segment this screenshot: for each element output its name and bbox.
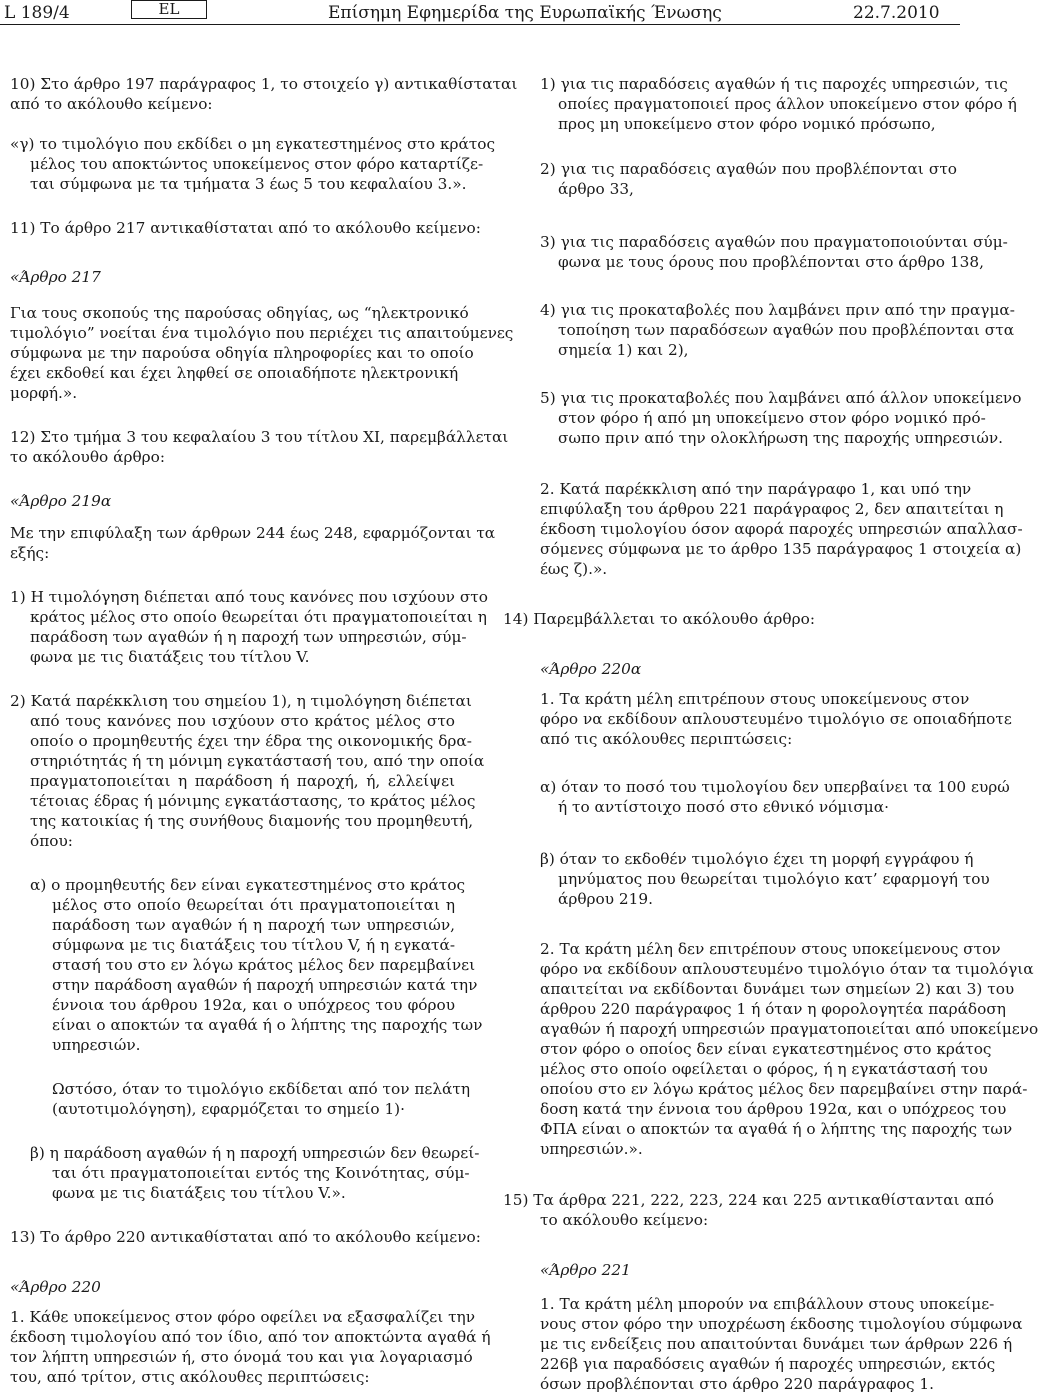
text-line: απαιτείται να εκδίδονται δυνάμει των σημείων 2) και 3) του	[540, 980, 1015, 998]
text-line: έκδοση τιμολογίου όσον αφορά παροχές υπηρεσιών απαλλασ-	[540, 520, 1023, 538]
journal-title: Επίσημη Εφημερίδα της Ευρωπαϊκής Ένωσης	[328, 3, 722, 23]
text-line: στην παράδοση αγαθών ή παροχή υπηρεσιών κατά την	[52, 976, 478, 994]
text-line: στον φόρο ο οποίος δεν είναι εγκατεστημένος στο κράτος	[540, 1040, 992, 1058]
text-line: στηριότητάς ή τη μόνιμη εγκατάστασή του, από την οποία	[30, 752, 485, 770]
text-line: «Άρθρο 220α	[540, 660, 642, 678]
language-code: EL	[158, 0, 180, 18]
text-line: αγαθών ή παροχή υπηρεσιών πραγματοποιείται από υποκείμενο	[540, 1020, 1038, 1038]
text-line: β) η παράδοση αγαθών ή η παροχή υπηρεσιών δεν θεωρεί-	[30, 1144, 480, 1162]
text-line: οποίου στο εν λόγω κράτος μέλος δεν παρεμβαίνει στην παρά-	[540, 1080, 1028, 1098]
text-line: σόμενες σύμφωνα με το άρθρο 135 παράγραφος 1 στοιχεία α)	[540, 540, 1022, 558]
text-line: φόρο να εκδίδουν απλουστευμένο τιμολόγιο σε οποιαδήποτε	[540, 710, 1012, 728]
text-line: με τις ενδείξεις που απαιτούνται δυνάμει των άρθρων 226 ή	[540, 1335, 1013, 1353]
text-line: άρθρου 220 παράγραφος 1 ή όταν η φορολογητέα παράδοση	[540, 1000, 1006, 1018]
text-line: «Άρθρο 221	[540, 1261, 631, 1279]
text-line: 12) Στο τμήμα 3 του κεφαλαίου 3 του τίτλου XI, παρεμβάλλεται	[10, 428, 509, 446]
text-line: φωνα με τις διατάξεις του τίτλου V.».	[52, 1184, 346, 1202]
text-line: α) ο προμηθευτής δεν είναι εγκατεστημένος στο κράτος	[30, 876, 466, 894]
text-line: 4) για τις προκαταβολές που λαμβάνει πριν από την πραγμα-	[540, 301, 1015, 319]
text-line: έκδοση τιμολογίου από τον ίδιο, από τον αποκτώντα αγαθά ή	[10, 1328, 491, 1346]
text-line: του, από τρίτον, στις ακόλουθες περιπτώσεις:	[10, 1368, 370, 1386]
text-line: επιφύλαξη του άρθρου 221 παράγραφος 2, δεν απαιτείται η	[540, 500, 1004, 518]
text-line: ται σύμφωνα με τα τμήματα 3 έως 5 του κεφαλαίου 3.».	[30, 175, 467, 193]
text-line: από τις ακόλουθες περιπτώσεις:	[540, 730, 793, 748]
text-line: υπηρεσιών.».	[540, 1140, 643, 1158]
text-line: οποίες πραγματοποιεί προς άλλον υποκείμενο στον φόρο ή	[558, 95, 1017, 113]
page-number: L 189/4	[4, 3, 70, 23]
text-line: 11) Το άρθρο 217 αντικαθίσταται από το ακόλουθο κείμενο:	[10, 219, 481, 237]
text-line: 13) Το άρθρο 220 αντικαθίσταται από το ακόλουθο κείμενο:	[10, 1228, 481, 1246]
text-line: στασή του στο εν λόγω κράτος μέλος δεν παρεμβαίνει	[52, 956, 476, 974]
text-line: τιμολόγιο” νοείται ένα τιμολόγιο που περιέχει τις απαιτούμενες	[10, 324, 514, 342]
text-line: τέτοιας έδρας ή μόνιμης εγκατάστασης, το κράτος μέλος	[30, 792, 476, 810]
text-line: μορφή.».	[10, 384, 78, 402]
text-line: 3) για τις παραδόσεις αγαθών που πραγματοποιούνται σύμ-	[540, 233, 1008, 251]
text-line: από το ακόλουθο κείμενο:	[10, 95, 213, 113]
text-line: ται ότι πραγματοποιείται εντός της Κοινότητας, σύμ-	[52, 1164, 470, 1182]
text-line: ΦΠΑ είναι ο αποκτών τα αγαθά ή ο λήπτης της παροχής των	[540, 1120, 1013, 1138]
text-line: 2) για τις παραδόσεις αγαθών που προβλέπονται στο	[540, 160, 957, 178]
text-line: φωνα με τις διατάξεις του τίτλου V.	[30, 648, 310, 666]
text-line: Για τους σκοπούς της παρούσας οδηγίας, ως “ηλεκτρονικό	[10, 304, 469, 322]
text-line: άρθρου 219.	[558, 890, 653, 908]
text-line: το ακόλουθο άρθρο:	[10, 448, 166, 466]
text-line: τον λήπτη υπηρεσιών ή, στο όνομά του και για λογαριασμό	[10, 1348, 473, 1366]
text-line: εξής:	[10, 544, 50, 562]
text-line: προς μη υποκείμενο στον φόρο νομικό πρόσωπο,	[558, 115, 936, 133]
text-line: 1) Η τιμολόγηση διέπεται από τους κανόνες που ισχύουν στο	[10, 588, 488, 606]
text-line: σύμφωνα με τις διατάξεις του τίτλου V, ή η εγκατά-	[52, 936, 455, 954]
text-line: 5) για τις προκαταβολές που λαμβάνει από άλλον υποκείμενο	[540, 389, 1022, 407]
text-line: «γ) το τιμολόγιο που εκδίδει ο μη εγκατεστημένος στο κράτος	[10, 135, 496, 153]
text-line: «Άρθρο 220	[10, 1278, 101, 1296]
text-line: «Άρθρο 217	[10, 268, 101, 286]
text-line: μέλος στο οποίο οφείλεται ο φόρος, ή η εγκατάστασή του	[540, 1060, 988, 1078]
text-line: όσων προβλέπονται στο άρθρο 220 παράγραφος 1.	[540, 1375, 934, 1393]
header-rule	[0, 24, 960, 25]
text-line: οποίο ο προμηθευτής έχει την έδρα της οικονομικής δρα-	[30, 732, 472, 750]
text-line: 1. Τα κράτη μέλη μπορούν να επιβάλλουν στους υποκείμε-	[540, 1295, 995, 1313]
text-line: τοποίηση των παραδόσεων αγαθών που προβλέπονται στα	[558, 321, 1015, 339]
text-line: της κατοικίας ή της συνήθους διαμονής του προμηθευτή,	[30, 812, 474, 830]
text-line: (αυτοτιμολόγηση), εφαρμόζεται το σημείο 1)·	[52, 1100, 406, 1118]
text-line: το ακόλουθο κείμενο:	[540, 1211, 709, 1229]
text-line: κράτος μέλος στο οποίο θεωρείται ότι πραγματοποιείται η	[30, 608, 487, 626]
text-line: 2) Κατά παρέκκλιση του σημείου 1), η τιμολόγηση διέπεται	[10, 692, 472, 710]
text-line: φόρο να εκδίδουν απλουστευμένο τιμολόγιο όταν τα τιμολόγια	[540, 960, 1034, 978]
text-line: στον φόρο ή από μη υποκείμενο στον φόρο νομικό πρό-	[558, 409, 986, 427]
text-line: νους στον φόρο την υποχρέωση έκδοσης τιμολογίου σύμφωνα	[540, 1315, 1023, 1333]
text-line: 1. Κάθε υποκείμενος στον φόρο οφείλει να εξασφαλίζει την	[10, 1308, 475, 1326]
text-line: φωνα με τους όρους που προβλέπονται στο άρθρο 138,	[558, 253, 984, 271]
issue-date: 22.7.2010	[853, 3, 940, 23]
text-line: 10) Στο άρθρο 197 παράγραφος 1, το στοιχείο γ) αντικαθίσταται	[10, 75, 518, 93]
text-line: δοση κατά την έννοια του άρθρου 192α, και ο υπόχρεος του	[540, 1100, 1007, 1118]
text-line: μέλος στο οποίο θεωρείται ότι πραγματοποιείται η	[52, 896, 455, 914]
text-line: 2. Κατά παρέκκλιση από την παράγραφο 1, και υπό την	[540, 480, 972, 498]
text-line: «Άρθρο 219α	[10, 492, 112, 510]
text-line: έχει εκδοθεί και έχει ληφθεί σε οποιαδήποτε ηλεκτρονική	[10, 364, 459, 382]
text-line: Με την επιφύλαξη των άρθρων 244 έως 248, εφαρμόζονται τα	[10, 524, 496, 542]
text-line: Ωστόσο, όταν το τιμολόγιο εκδίδεται από τον πελάτη	[52, 1080, 470, 1098]
text-line: έως ζ).».	[540, 560, 608, 578]
text-line: μέλος του αποκτώντος υποκείμενος στον φόρο καταρτίζε-	[30, 155, 484, 173]
text-line: πραγματοποιείται η παράδοση ή παροχή, ή, ελλείψει	[30, 772, 455, 790]
text-line: μηνύματος που θεωρείται τιμολόγιο κατ’ εφαρμογή του	[558, 870, 990, 888]
text-line: σημεία 1) και 2),	[558, 341, 689, 359]
text-line: β) όταν το εκδοθέν τιμολόγιο έχει τη μορφή εγγράφου ή	[540, 850, 974, 868]
text-line: παράδοση των αγαθών ή η παροχή των υπηρεσιών,	[52, 916, 455, 934]
text-line: 1) για τις παραδόσεις αγαθών ή τις παροχές υπηρεσιών, τις	[540, 75, 1008, 93]
text-line: 2. Τα κράτη μέλη δεν επιτρέπουν στους υποκείμενους στον	[540, 940, 1001, 958]
text-line: από τους κανόνες που ισχύουν στο κράτος μέλος στο	[30, 712, 455, 730]
text-line: παράδοση των αγαθών ή η παροχή των υπηρεσιών, σύμ-	[30, 628, 467, 646]
text-line: έννοια του άρθρου 192α, και ο υπόχρεος του φόρου	[52, 996, 455, 1014]
text-line: 226β για παραδόσεις αγαθών ή παροχές υπηρεσιών, εκτός	[540, 1355, 996, 1373]
text-line: α) όταν το ποσό του τιμολογίου δεν υπερβαίνει τα 100 ευρώ	[540, 778, 1010, 796]
text-line: σωπο πριν από την ολοκλήρωση της παροχής υπηρεσιών.	[558, 429, 1003, 447]
text-line: ή το αντίστοιχο ποσό στο εθνικό νόμισμα·	[558, 798, 889, 816]
text-line: 1. Τα κράτη μέλη επιτρέπουν στους υποκείμενους στον	[540, 690, 970, 708]
text-line: υπηρεσιών.	[52, 1036, 141, 1054]
text-line: όπου:	[30, 832, 73, 850]
text-line: άρθρο 33,	[558, 180, 634, 198]
text-line: 15) Τα άρθρα 221, 222, 223, 224 και 225 αντικαθίστανται από	[503, 1191, 995, 1209]
text-line: σύμφωνα με την παρούσα οδηγία πληροφορίες και το οποίο	[10, 344, 474, 362]
text-line: 14) Παρεμβάλλεται το ακόλουθο άρθρο:	[503, 610, 815, 628]
text-line: είναι ο αποκτών τα αγαθά ή ο λήπτης της παροχής των	[52, 1016, 483, 1034]
